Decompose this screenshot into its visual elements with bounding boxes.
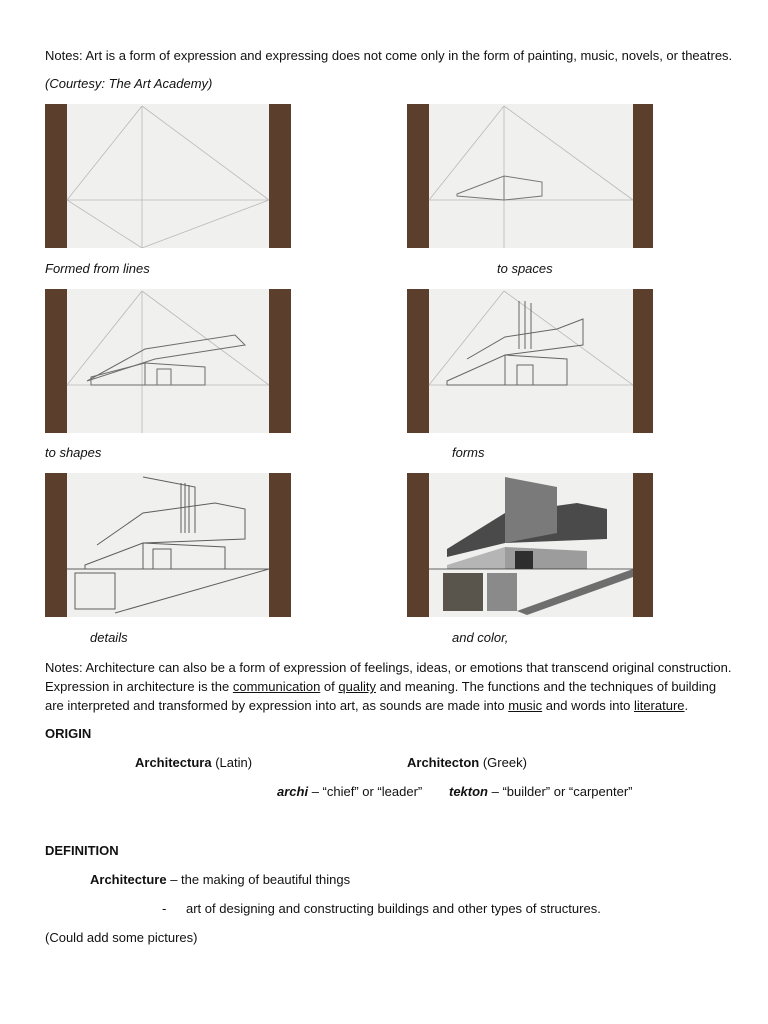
courtesy-note: (Courtesy: The Art Academy) bbox=[45, 76, 213, 91]
origin-tekton bbox=[449, 784, 633, 799]
caption-shapes: to shapes bbox=[45, 445, 102, 460]
image-shapes bbox=[45, 289, 291, 433]
notes-text: . bbox=[684, 698, 689, 713]
link-music[interactable]: music bbox=[508, 698, 543, 713]
image-spaces bbox=[407, 104, 653, 248]
latin-lang: (Latin) bbox=[211, 755, 253, 770]
image-lines bbox=[45, 104, 291, 248]
greek-lang: (Greek) bbox=[479, 755, 527, 770]
notes-text: Notes: Architecture can also be a form of expression of feelings, ideas, or emotions that transcend original construction. Expression in architecture is the bbox=[45, 660, 732, 694]
notes-text: and meaning. The functions and the techniques of building are interpreted and transformed by expression into art, as sounds are made into bbox=[45, 679, 717, 713]
link-quality[interactable]: quality bbox=[338, 679, 376, 694]
image-color bbox=[407, 473, 653, 617]
pictures-note: (Could add some pictures) bbox=[45, 930, 198, 945]
definition-term: Architecture bbox=[90, 872, 167, 887]
notes-architecture bbox=[45, 658, 735, 715]
notes-text: of bbox=[320, 679, 339, 694]
notes-art: Notes: Art is a form of expression and expressing does not come only in the form of painting, music, novels, or theatres. bbox=[45, 48, 733, 63]
link-communication[interactable]: communication bbox=[232, 679, 321, 694]
caption-forms: forms bbox=[452, 445, 485, 460]
archi-def: – “chief” or “leader” bbox=[308, 784, 423, 799]
tekton-def: – “builder” or “carpenter” bbox=[488, 784, 633, 799]
origin-latin bbox=[135, 755, 252, 770]
archi-word: archi bbox=[277, 784, 309, 799]
caption-details: details bbox=[90, 630, 128, 645]
notes-text: and words into bbox=[542, 698, 634, 713]
caption-lines: Formed from lines bbox=[45, 261, 150, 276]
image-forms bbox=[407, 289, 653, 433]
definition-line bbox=[90, 872, 350, 887]
origin-archi bbox=[277, 784, 422, 799]
tekton-word: tekton bbox=[449, 784, 488, 799]
definition-meaning: – the making of beautiful things bbox=[166, 872, 351, 887]
origin-heading: ORIGIN bbox=[45, 726, 92, 741]
greek-word: Architecton bbox=[407, 755, 480, 770]
definition-heading: DEFINITION bbox=[45, 843, 119, 858]
image-details bbox=[45, 473, 291, 617]
caption-spaces: to spaces bbox=[497, 261, 553, 276]
link-literature[interactable]: literature bbox=[633, 698, 685, 713]
bullet-dash: - bbox=[162, 901, 167, 916]
bullet-text: art of designing and constructing buildings and other types of structures. bbox=[186, 901, 601, 916]
caption-color: and color, bbox=[452, 630, 509, 645]
latin-word: Architectura bbox=[135, 755, 212, 770]
origin-greek bbox=[407, 755, 527, 770]
